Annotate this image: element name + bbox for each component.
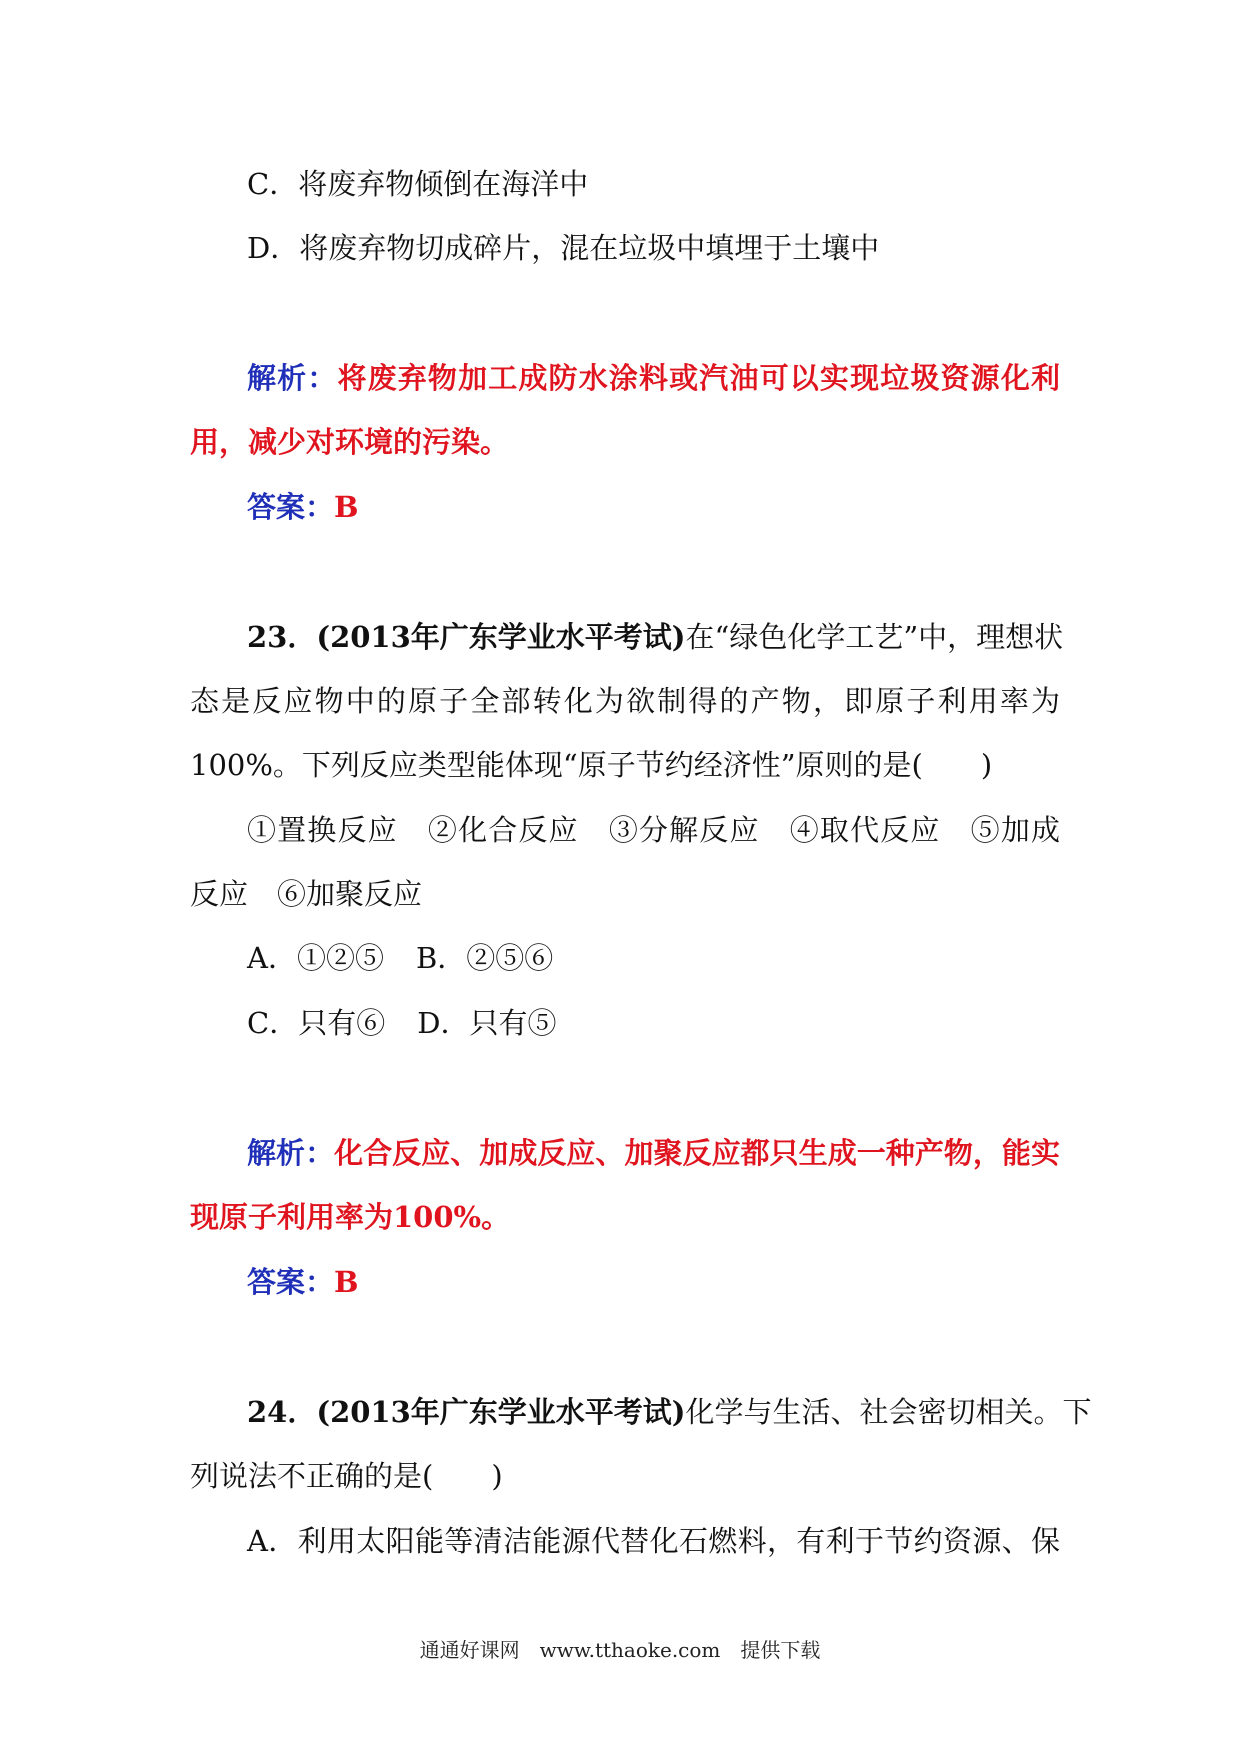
q23-option-b: B．②⑤⑥ bbox=[415, 941, 554, 975]
q23-answer bbox=[247, 1262, 1060, 1302]
q23-stem-line3: 100%。下列反应类型能体现“原子节约经济性”原则的是( ) bbox=[190, 748, 993, 782]
q22-analysis-line1 bbox=[247, 358, 1060, 398]
q23-stem-line2: 态是反应物中的原子全部转化为欲制得的产物，即原子利用率为 bbox=[190, 684, 1060, 718]
analysis-text: 化合反应、加成反应、加聚反应都只生成一种产物，能实 bbox=[334, 1136, 1060, 1170]
q23-items-line1: ①置换反应 ②化合反应 ③分解反应 ④取代反应 ⑤加成 bbox=[247, 813, 1060, 847]
q23-option-d: D．只有⑤ bbox=[417, 1006, 557, 1040]
analysis-label: 解析： bbox=[247, 1136, 335, 1170]
q24-option-a: A．利用太阳能等清洁能源代替化石燃料，有利于节约资源、保 bbox=[247, 1524, 1060, 1558]
q23-options-cd bbox=[247, 1003, 1060, 1043]
q23-analysis-line1 bbox=[247, 1133, 1060, 1173]
q24-stem-line2: 列说法不正确的是( ) bbox=[190, 1459, 503, 1493]
q23-analysis-line2: 现原子利用率为100%。 bbox=[190, 1200, 511, 1234]
question-number: 24． bbox=[247, 1395, 317, 1429]
answer-label: 答案： bbox=[247, 1265, 335, 1299]
analysis-label: 解析： bbox=[247, 361, 338, 395]
q22-analysis-line2: 用，减少对环境的污染。 bbox=[190, 425, 510, 459]
q22-option-d: D．将废弃物切成碎片，混在垃圾中填埋于土壤中 bbox=[247, 231, 880, 265]
q22-option-c: C．将废弃物倾倒在海洋中 bbox=[247, 167, 589, 201]
q23-option-a: A．①②⑤ bbox=[247, 941, 384, 975]
answer-value: B bbox=[334, 490, 359, 524]
answer-label: 答案： bbox=[247, 490, 335, 524]
q24-stem-line1 bbox=[247, 1392, 1092, 1432]
q23-option-c: C．只有⑥ bbox=[247, 1006, 386, 1040]
question-number: 23． bbox=[247, 620, 317, 654]
answer-value: B bbox=[334, 1265, 359, 1299]
q23-options-ab bbox=[247, 938, 1060, 978]
question-source: (2013年广东学业水平考试) bbox=[316, 620, 686, 654]
question-source: (2013年广东学业水平考试) bbox=[316, 1395, 686, 1429]
page-footer: 通通好课网 www.tthaoke.com 提供下载 bbox=[419, 1638, 821, 1662]
q23-items-line2: 反应 ⑥加聚反应 bbox=[190, 877, 423, 911]
question-text: 化学与生活、社会密切相关。下 bbox=[685, 1395, 1092, 1429]
question-text: 在“绿色化学工艺”中，理想状 bbox=[685, 620, 1064, 654]
q23-stem-line1 bbox=[247, 617, 1064, 657]
analysis-text: 将废弃物加工成防水涂料或汽油可以实现垃圾资源化利 bbox=[337, 361, 1060, 395]
q22-answer bbox=[247, 487, 1060, 527]
